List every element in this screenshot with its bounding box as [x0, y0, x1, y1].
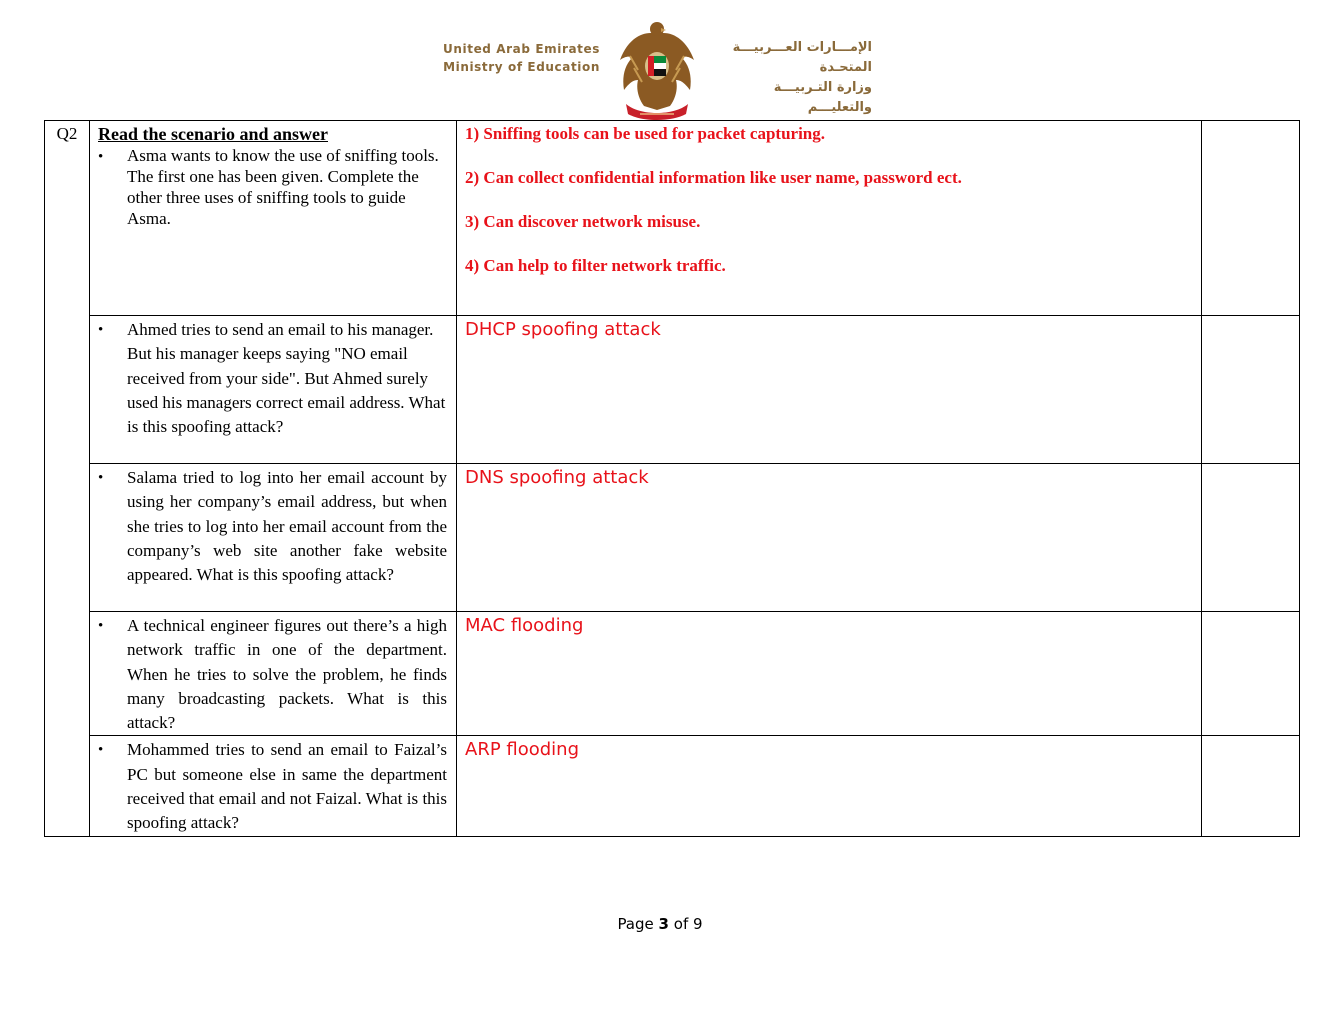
prompt-cell	[90, 316, 457, 464]
list-item	[98, 145, 447, 229]
bullet: •	[98, 742, 104, 759]
prompt-text: Asma wants to know the use of sniffing tools.	[127, 146, 439, 165]
answer-text: 2) Can collect confidential information like user name, password ect.	[465, 168, 962, 187]
prompt-text: Salama tried to log into her email account by using her company’s email address, but when she tries to log into her email account from the company’s web site another fake website appeared. What is this spoofing attack?	[127, 468, 447, 585]
uae-falcon-emblem-icon	[616, 16, 698, 120]
ministry-name-arabic	[712, 38, 872, 118]
answer-text: MAC flooding	[457, 612, 1202, 736]
answer-text: 1) Sniffing tools can be used for packet capturing.	[465, 124, 826, 143]
bullet: •	[98, 618, 104, 634]
answer-text: DNS spoofing attack	[457, 464, 1202, 612]
prompt-cell	[90, 736, 457, 836]
answer-cell	[457, 121, 1202, 316]
total-pages: 9	[693, 915, 703, 933]
bullet: •	[98, 322, 104, 338]
table-row	[45, 316, 1300, 464]
page-number	[0, 915, 1320, 933]
question-number: Q2	[45, 121, 90, 837]
current-page: 3	[658, 915, 669, 933]
prompt-text: Mohammed tries to send an email to Faizal’s PC but someone else in same the department received that email and not Faizal. What is this spoofing attack?	[127, 740, 447, 833]
prompt-cell	[90, 464, 457, 612]
list-item	[98, 466, 447, 587]
answer-text: 3) Can discover network misuse.	[465, 212, 701, 231]
ministry-title-arabic: وزارة التـربيـــة والتعليـــم	[773, 80, 872, 115]
table-row	[45, 736, 1300, 836]
marks-cell	[1202, 121, 1300, 316]
prompt-text: The first one has been given. Complete the other three uses of sniffing tools to guide Asma.	[127, 167, 419, 228]
prompt-text: Ahmed tries to send an email to his manager. But his manager keeps saying "NO email received from your side". But Ahmed surely used his managers correct email address. What is this spoofing attack?	[127, 320, 446, 437]
list-item	[98, 318, 447, 439]
table-row	[45, 464, 1300, 612]
question-title: Read the scenario and answer	[98, 124, 328, 144]
page-label: Page	[617, 915, 654, 933]
prompt-cell	[90, 612, 457, 736]
marks-cell	[1202, 464, 1300, 612]
answer-text: DHCP spoofing attack	[457, 316, 1202, 464]
marks-cell	[1202, 736, 1300, 836]
country-name-arabic: الإمـــارات العـــربيـــة المتحـدة	[732, 40, 872, 75]
ministry-name-english	[440, 40, 600, 76]
ministry-title-english: Ministry of Education	[443, 60, 600, 74]
answer-text: 4) Can help to filter network traffic.	[465, 256, 726, 275]
marks-cell	[1202, 612, 1300, 736]
country-name-english: United Arab Emirates	[443, 42, 600, 56]
bullet: •	[98, 149, 104, 165]
table-row	[45, 121, 1300, 316]
list-item	[98, 738, 447, 835]
table-row	[45, 612, 1300, 736]
list-item	[98, 614, 447, 735]
worksheet-table	[44, 120, 1300, 837]
prompt-text: A technical engineer figures out there’s a high network traffic in one of the department. When he tries to solve the problem, he finds many broadcasting packets. What is this attack?	[127, 616, 447, 733]
answer-text: ARP flooding	[457, 736, 1202, 836]
marks-cell	[1202, 316, 1300, 464]
bullet: •	[98, 470, 104, 486]
prompt-cell	[90, 121, 457, 316]
of-label: of	[673, 915, 689, 933]
